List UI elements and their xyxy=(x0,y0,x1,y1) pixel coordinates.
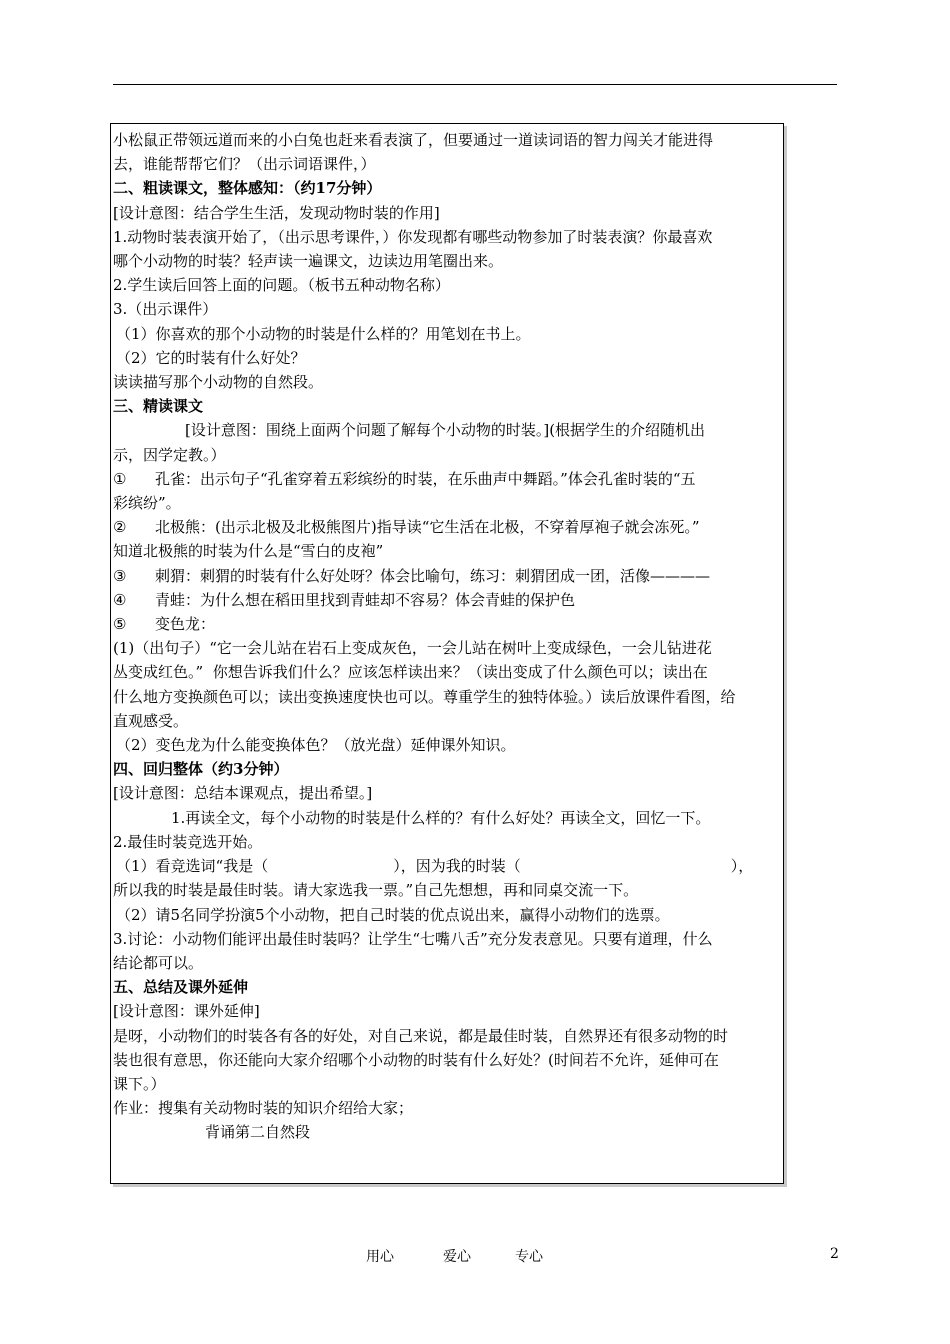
section-heading: 四、回归整体（约3分钟） xyxy=(113,760,289,779)
text-line: 3.（出示课件） xyxy=(113,300,218,319)
design-intent: [设计意图：围绕上面两个问题了解每个小动物的时装。](根据学生的介绍随机出 xyxy=(185,421,706,440)
text-line: 装也很有意思，你还能向大家介绍哪个小动物的时装有什么好处？(时间若不允许，延伸可在 xyxy=(113,1050,719,1069)
text-line: 是呀，小动物们的时装各有各的好处，对自己来说，都是最佳时装，自然界还有很多动物的时 xyxy=(113,1026,729,1045)
footer-middle: 爱心 xyxy=(443,1249,471,1265)
text-line: 结论都可以。 xyxy=(113,953,204,972)
text-line: 3.讨论：小动物们能评出最佳时装吗？让学生“七嘴八舌”充分发表意见。只要有道理，什么 xyxy=(113,929,713,948)
text-line: 丛变成红色。” 你想告诉我们什么？应该怎样读出来？（读出变成了什么颜色可以；读出在 xyxy=(113,663,708,682)
header-rule xyxy=(113,84,837,85)
design-intent: [设计意图：课外延伸] xyxy=(113,1002,260,1021)
list-item: ① 孔雀：出示句子“孔雀穿着五彩缤纷的时装，在乐曲声中舞蹈。”体会孔雀时装的“五 xyxy=(113,467,781,491)
section-heading: 五、总结及课外延伸 xyxy=(113,978,249,997)
text-line: 1.动物时装表演开始了，（出示思考课件，）你发现都有哪些动物参加了时装表演？你最喜欢 xyxy=(113,227,713,246)
text-line: 直观感受。 xyxy=(113,711,189,730)
list-item: ⑤ 变色龙： xyxy=(113,612,781,636)
text-line: 去，谁能帮帮它们？（出示词语课件，） xyxy=(113,155,376,174)
circled-number-1: ① xyxy=(113,469,127,488)
text-line: （2）它的时装有什么好处？ xyxy=(116,348,306,367)
list-item: ② 北极熊：(出示北极及北极熊图片)指导读“它生活在北极，不穿着厚袍子就会冻死。” xyxy=(113,515,781,539)
text-line: 所以我的时装是最佳时装。请大家选我一票。”自己先想想，再和同桌交流一下。 xyxy=(113,881,639,900)
text-line: 示，因学定教。） xyxy=(113,445,226,464)
circled-number-2: ② xyxy=(113,518,127,537)
design-intent: [设计意图：结合学生生活，发现动物时装的作用] xyxy=(113,203,440,222)
section-heading: 二、粗读课文，整体感知：（约17分钟） xyxy=(113,179,382,198)
text-line: （2）变色龙为什么能变换体色？（放光盘）延伸课外知识。 xyxy=(116,736,516,755)
text-line: 哪个小动物的时装？轻声读一遍课文，边读边用笔圈出来。 xyxy=(113,252,504,271)
fill-blank-line: （1）看竞选词“我是（ ），因为我的时装（ ）， xyxy=(116,857,754,876)
list-item: ③ 刺猬：刺猬的时装有什么好处呀？体会比喻句，练习：刺猬团成一团，活像———— xyxy=(113,564,781,588)
text-line: （1）你喜欢的那个小动物的时装是什么样的？用笔划在书上。 xyxy=(116,324,531,343)
homework-line: 作业：搜集有关动物时装的知识介绍给大家； xyxy=(113,1099,414,1118)
text-line: 什么地方变换颜色可以；读出变换速度快也可以。尊重学生的独特体验。）读后放课件看图，给 xyxy=(113,687,736,706)
circled-number-3: ③ xyxy=(113,566,127,585)
text-line: 读读描写那个小动物的自然段。 xyxy=(113,373,324,392)
text-line: 课下。） xyxy=(113,1074,166,1093)
text-line: 1.再读全文，每个小动物的时装是什么样的？有什么好处？再读全文，回忆一下。 xyxy=(171,808,711,827)
design-intent: [设计意图：总结本课观点，提出希望。] xyxy=(113,784,373,803)
text-line: 小松鼠正带领远道而来的小白兔也赶来看表演了，但要通过一道读词语的智力闯关才能进得 xyxy=(113,131,714,149)
footer-left: 用心 xyxy=(366,1249,394,1265)
text-line: 2.学生读后回答上面的问题。（板书五种动物名称） xyxy=(113,276,450,295)
text-line: 知道北极熊的时装为什么是“雪白的皮袍” xyxy=(113,542,384,561)
list-item: ④ 青蛙：为什么想在稻田里找到青蛙却不容易？体会青蛙的保护色 xyxy=(113,588,781,612)
text-line: 2.最佳时装竞选开始。 xyxy=(113,832,263,851)
text-line: 彩缤纷”。 xyxy=(113,494,181,513)
homework-line: 背诵第二自然段 xyxy=(205,1123,311,1142)
footer-right: 专心 xyxy=(515,1249,543,1265)
document-body xyxy=(113,128,781,1145)
circled-number-4: ④ xyxy=(113,590,127,609)
text-line: (1)（出句子）“它一会儿站在岩石上变成灰色，一会儿站在树叶上变成绿色，一会儿钻进花 xyxy=(113,639,712,658)
page-number: 2 xyxy=(830,1246,839,1262)
section-heading: 三、精读课文 xyxy=(113,397,204,416)
text-line: （2）请5名同学扮演5个小动物，把自己时装的优点说出来，赢得小动物们的选票。 xyxy=(116,905,670,924)
circled-number-5: ⑤ xyxy=(113,615,127,634)
